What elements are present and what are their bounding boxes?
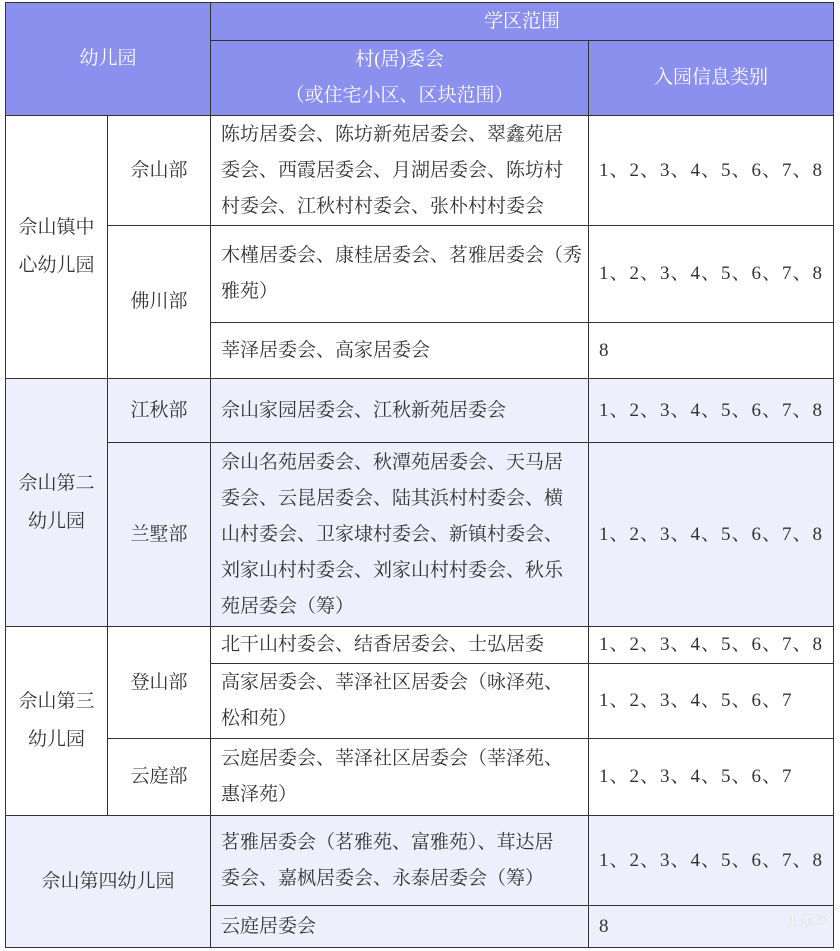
header-committee-note: （或住宅小区、区块范围）: [285, 85, 514, 106]
category-cell: 1、2、3、4、5、6、7、8: [589, 116, 834, 226]
scope-text: 云庭居委会: [221, 915, 317, 937]
kindergarten-name: 佘山第三幼儿园: [18, 691, 95, 750]
scope-text: 云庭居委会、莘泽社区居委会（莘泽苑、惠泽苑）: [221, 748, 564, 805]
scope-cell: [211, 627, 589, 664]
category-cell: 1、2、3、4、5、6、7: [589, 739, 834, 816]
category-cell: 1、2、3、4、5、6、7、8: [589, 379, 834, 443]
table-row: [6, 739, 834, 816]
header-kindergarten: 幼儿园: [6, 3, 211, 116]
campus-cell: 江秋部: [108, 379, 211, 443]
table-body: [6, 116, 834, 948]
kindergarten-cell: [6, 379, 108, 627]
table-row: [6, 379, 834, 443]
campus-cell: 佛川部: [108, 226, 211, 379]
scope-cell: [211, 226, 589, 323]
table-row: [6, 816, 834, 906]
scope-cell: [211, 116, 589, 226]
watermark: 上顾学: [786, 914, 828, 930]
table-row: [6, 226, 834, 323]
campus-cell: 云庭部: [108, 739, 211, 816]
table-row: [6, 443, 834, 627]
kindergarten-name: 佘山第四幼儿园: [41, 870, 175, 892]
scope-cell: [211, 323, 589, 379]
category-cell: 8: [589, 323, 834, 379]
kindergarten-name: 佘山镇中心幼儿园: [18, 217, 95, 276]
header-committee-label: 村(居)委会: [355, 49, 444, 70]
scope-text: 莘泽居委会、高家居委会: [221, 339, 431, 361]
header-district-scope: 学区范围: [211, 3, 834, 41]
scope-cell: [211, 379, 589, 443]
scope-cell: [211, 816, 589, 906]
school-district-table: [5, 2, 834, 948]
scope-cell: [211, 443, 589, 627]
kindergarten-name: 佘山第二幼儿园: [18, 472, 95, 532]
kindergarten-cell: [6, 116, 108, 379]
table-row: [6, 116, 834, 226]
category-cell: 1、2、3、4、5、6、7、8: [589, 226, 834, 323]
campus-cell: 登山部: [108, 627, 211, 739]
scope-cell: [211, 664, 589, 739]
header-category: 入园信息类别: [589, 41, 834, 116]
scope-cell: [211, 739, 589, 816]
category-cell: 1、2、3、4、5、6、7、8: [589, 816, 834, 906]
scope-text: 茗雅居委会（茗雅苑、富雅苑）、茸达居委会、嘉枫居委会、永泰居委会（筹）: [221, 831, 554, 889]
campus-cell: 兰墅部: [108, 443, 211, 627]
table-row: [6, 627, 834, 664]
scope-cell: [211, 906, 589, 948]
scope-text: 佘山家园居委会、江秋新苑居委会: [221, 399, 507, 421]
header-committee: [211, 41, 589, 116]
scope-text: 陈坊居委会、陈坊新苑居委会、翠鑫苑居委会、西霞居委会、月湖居委会、陈坊村村委会、江秋村村委会、张朴村村委会: [221, 123, 564, 217]
category-cell: 1、2、3、4、5、6、7、8: [589, 627, 834, 664]
campus-cell: 佘山部: [108, 116, 211, 226]
kindergarten-cell: [6, 816, 211, 948]
category-cell: 8: [589, 906, 834, 948]
scope-text: 佘山名苑居委会、秋潭苑居委会、天马居委会、云昆居委会、陆其浜村村委会、横山村委会、卫家埭村委会、新镇村委会、刘家山村村委会、刘家山村村委会、秋乐苑居委会（筹）: [221, 451, 564, 617]
scope-text: 木槿居委会、康桂居委会、茗雅居委会（秀雅苑）: [221, 245, 583, 302]
category-cell: 1、2、3、4、5、6、7、8: [589, 443, 834, 627]
table-header: [6, 3, 834, 116]
category-cell: 1、2、3、4、5、6、7: [589, 664, 834, 739]
scope-text: 北干山村委会、结香居委会、士弘居委: [221, 634, 545, 655]
kindergarten-cell: [6, 627, 108, 816]
header-row-top: [6, 3, 834, 41]
scope-text: 高家居委会、莘泽社区居委会（咏泽苑、松和苑）: [221, 672, 564, 729]
